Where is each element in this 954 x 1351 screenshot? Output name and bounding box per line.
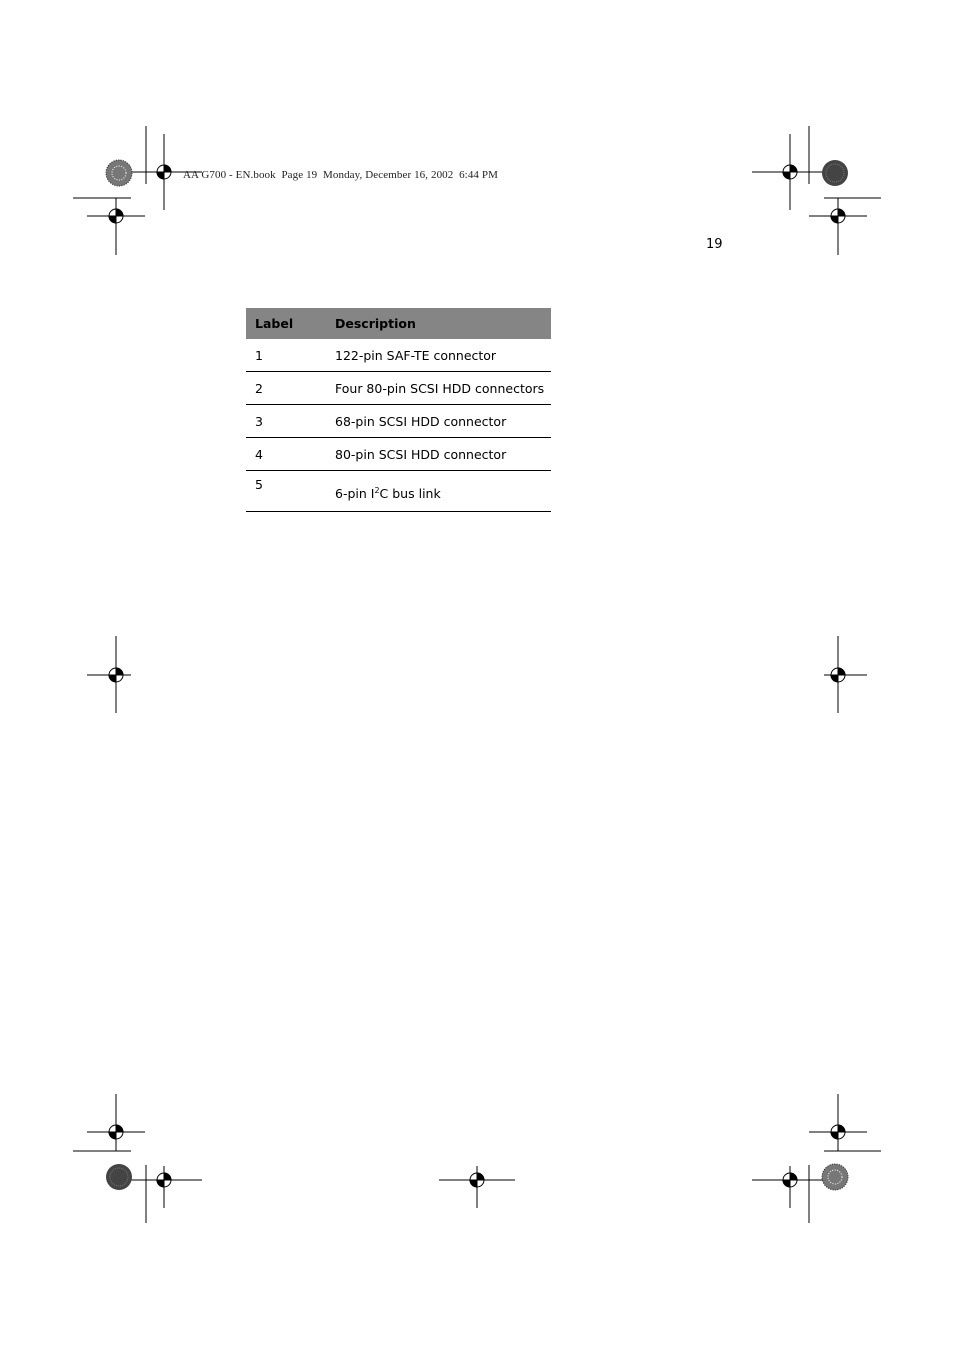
description-prefix: 6-pin I bbox=[335, 486, 375, 502]
table-row bbox=[246, 471, 551, 512]
column-header-label: Label bbox=[246, 308, 327, 339]
row-label: 3 bbox=[246, 405, 327, 438]
row-label: 4 bbox=[246, 438, 327, 471]
column-header-description: Description bbox=[327, 308, 551, 339]
row-description bbox=[327, 471, 551, 512]
table-row bbox=[246, 372, 551, 405]
row-description: Four 80-pin SCSI HDD connectors bbox=[327, 372, 551, 405]
page-number: 19 bbox=[706, 237, 723, 252]
table-row bbox=[246, 438, 551, 471]
table-row bbox=[246, 405, 551, 438]
row-label: 2 bbox=[246, 372, 327, 405]
table-header-row bbox=[246, 308, 551, 339]
description-suffix: C bus link bbox=[379, 486, 441, 502]
row-description: 68-pin SCSI HDD connector bbox=[327, 405, 551, 438]
description-superscript: 2 bbox=[374, 486, 380, 496]
connector-table bbox=[246, 308, 551, 512]
row-description: 80-pin SCSI HDD connector bbox=[327, 438, 551, 471]
book-slug-line: AA G700 - EN.book Page 19 Monday, December 16, 2002 6:44 PM bbox=[183, 169, 498, 181]
row-description: 122-pin SAF-TE connector bbox=[327, 339, 551, 372]
row-label: 1 bbox=[246, 339, 327, 372]
row-label: 5 bbox=[246, 471, 327, 512]
table-row bbox=[246, 339, 551, 372]
